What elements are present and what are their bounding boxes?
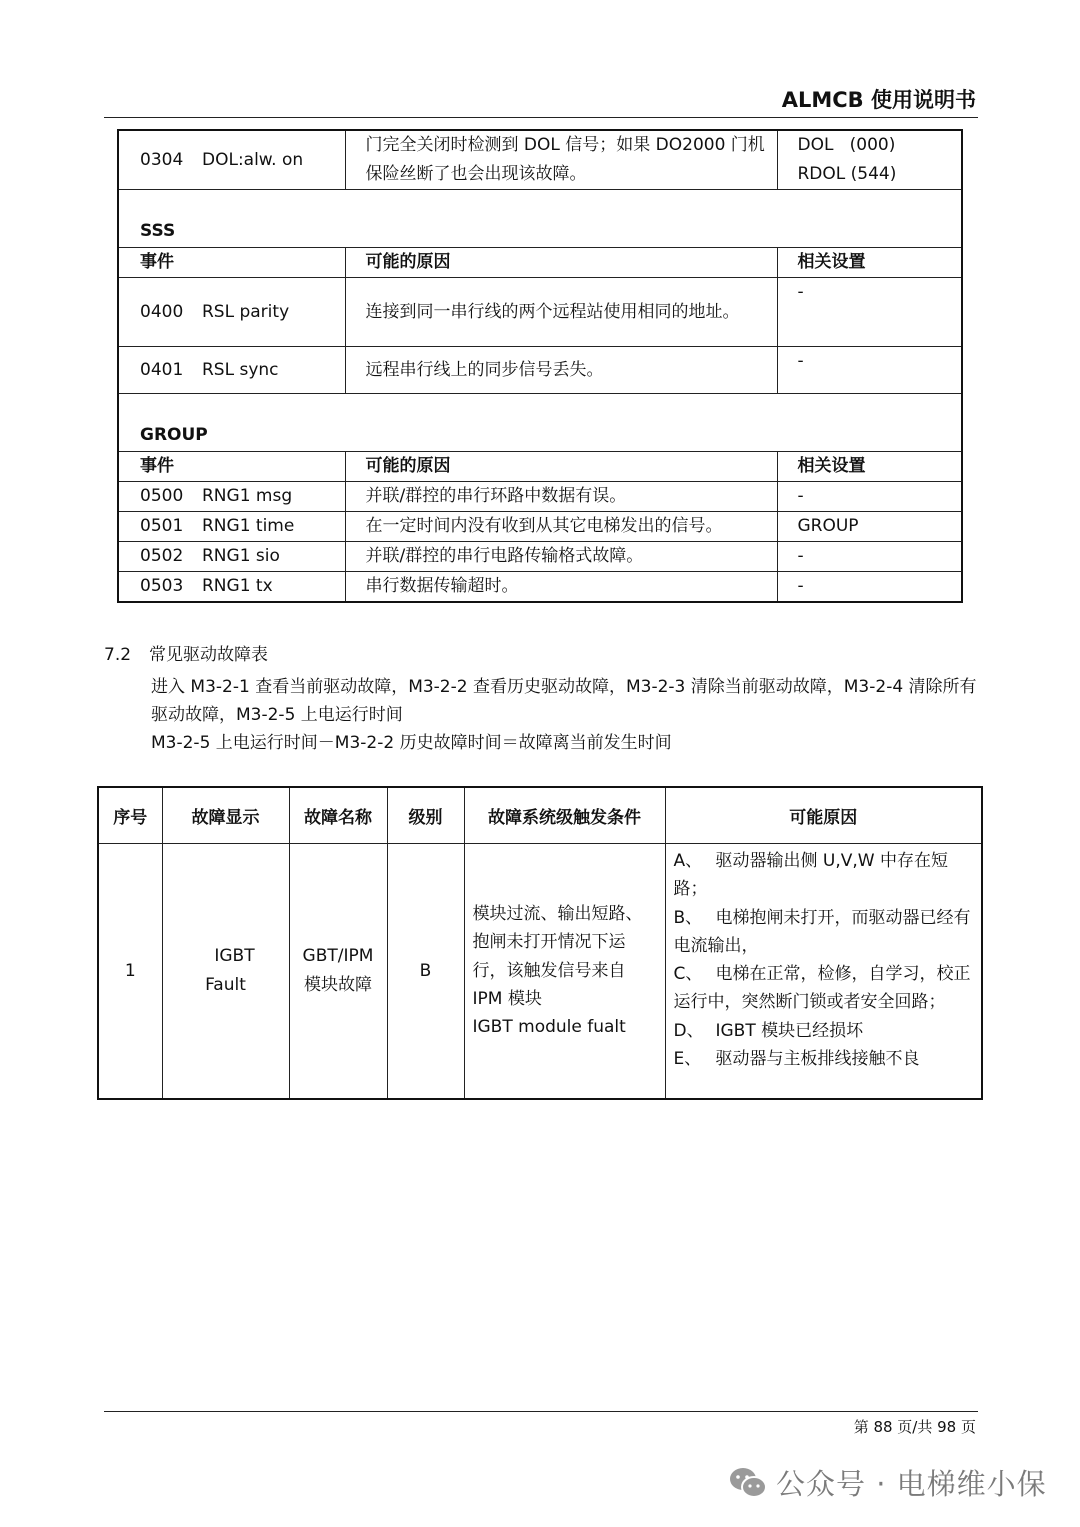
table-row [118, 278, 962, 347]
event-cell: 0501 RNG1 time [118, 512, 345, 542]
header-cause: 可能的原因 [345, 452, 777, 482]
table-row [118, 572, 962, 603]
cause-cell: 连接到同一串行线的两个远程站使用相同的地址。 [345, 278, 777, 347]
list-item: A、 驱动器输出侧 U,V,W 中存在短路； [673, 851, 948, 900]
header-event: 事件 [118, 248, 345, 278]
section-number: 7.2 [104, 645, 132, 665]
event-cell: 0503 RNG1 tx [118, 572, 345, 603]
watermark [728, 1462, 1047, 1507]
table-row [118, 130, 962, 190]
table-header-row [118, 248, 962, 278]
table-row [118, 512, 962, 542]
fault-display: IGBT Fault [162, 844, 289, 1099]
event-cell: 0304 DOL:alw. on [118, 130, 345, 190]
list-item: E、 驱动器与主板排线接触不良 [673, 1049, 920, 1070]
fault-name: GBT/IPM 模块故障 [289, 844, 387, 1099]
header-display: 故障显示 [162, 787, 289, 844]
drive-fault-table [97, 786, 983, 1100]
header-rule [104, 117, 978, 118]
fault-condition: 模块过流、输出短路、抱闸未打开情况下运行，该触发信号来自 IPM 模块 IGBT module fualt [464, 844, 665, 1099]
header-causes: 可能原因 [665, 787, 982, 844]
section-paragraph: 进入 M3-2-1 查看当前驱动故障，M3-2-2 查看历史驱动故障，M3-2-3 清除当前驱动故障，M3-2-4 清除所有驱动故障，M3-2-5 上电运行时间 [151, 677, 977, 725]
section-paragraph: M3-2-5 上电运行时间－M3-2-2 历史故障时间＝故障离当前发生时间 [151, 733, 672, 753]
header-setting: 相关设置 [777, 248, 962, 278]
header-cause: 可能的原因 [345, 248, 777, 278]
header-name: 故障名称 [289, 787, 387, 844]
cause-cell: 并联/群控的串行电路传输格式故障。 [345, 542, 777, 572]
section-heading [104, 640, 268, 665]
setting-cell: GROUP [777, 512, 962, 542]
table-row [118, 347, 962, 394]
header-condition: 故障系统级触发条件 [464, 787, 665, 844]
table-header-row [118, 452, 962, 482]
fault-no: 1 [98, 844, 162, 1099]
page-number: 第 88 页/共 98 页 [853, 1418, 976, 1436]
cause-cell: 远程串行线上的同步信号丢失。 [345, 347, 777, 394]
header-setting: 相关设置 [777, 452, 962, 482]
event-cell: 0502 RNG1 sio [118, 542, 345, 572]
setting-cell: - [777, 347, 962, 394]
section-title-row [118, 394, 962, 452]
setting-cell: - [777, 278, 962, 347]
setting-cell: - [777, 482, 962, 512]
list-item: D、 IGBT 模块已经损坏 [673, 1020, 864, 1041]
cause-cell: 在一定时间内没有收到从其它电梯发出的信号。 [345, 512, 777, 542]
table-row [118, 542, 962, 572]
event-cell: 0401 RSL sync [118, 347, 345, 394]
cause-cell: 串行数据传输超时。 [345, 572, 777, 603]
event-cell: 0400 RSL parity [118, 278, 345, 347]
document-title: ALMCB 使用说明书 [781, 88, 976, 112]
setting-cell: DOL (000) RDOL (544) [777, 130, 962, 190]
section-title: GROUP [118, 394, 962, 452]
section-title-row [118, 190, 962, 248]
setting-cell: - [777, 572, 962, 603]
cause-cell: 门完全关闭时检测到 DOL 信号；如果 DO2000 门机保险丝断了也会出现该故障。 [345, 130, 777, 190]
section-title: SSS [118, 190, 962, 248]
cause-cell: 并联/群控的串行环路中数据有误。 [345, 482, 777, 512]
wechat-icon [728, 1466, 768, 1507]
table-header-row [98, 787, 982, 844]
table-row [98, 844, 982, 1099]
header-level: 级别 [387, 787, 464, 844]
header-no: 序号 [98, 787, 162, 844]
header-event: 事件 [118, 452, 345, 482]
list-item: B、 电梯抱闸未打开，而驱动器已经有电流输出， [673, 907, 971, 956]
table-row [118, 482, 962, 512]
section-title: 常见驱动故障表 [149, 645, 268, 665]
fault-causes [665, 844, 982, 1099]
setting-cell: - [777, 542, 962, 572]
list-item: C、 电梯在正常，检修，自学习，校正运行中，突然断门锁或者安全回路； [673, 964, 971, 1013]
fault-level: B [387, 844, 464, 1099]
event-cell: 0500 RNG1 msg [118, 482, 345, 512]
watermark-text: 公众号 · 电梯维小保 [776, 1467, 1047, 1501]
footer-rule [104, 1411, 978, 1412]
event-table [117, 129, 963, 603]
